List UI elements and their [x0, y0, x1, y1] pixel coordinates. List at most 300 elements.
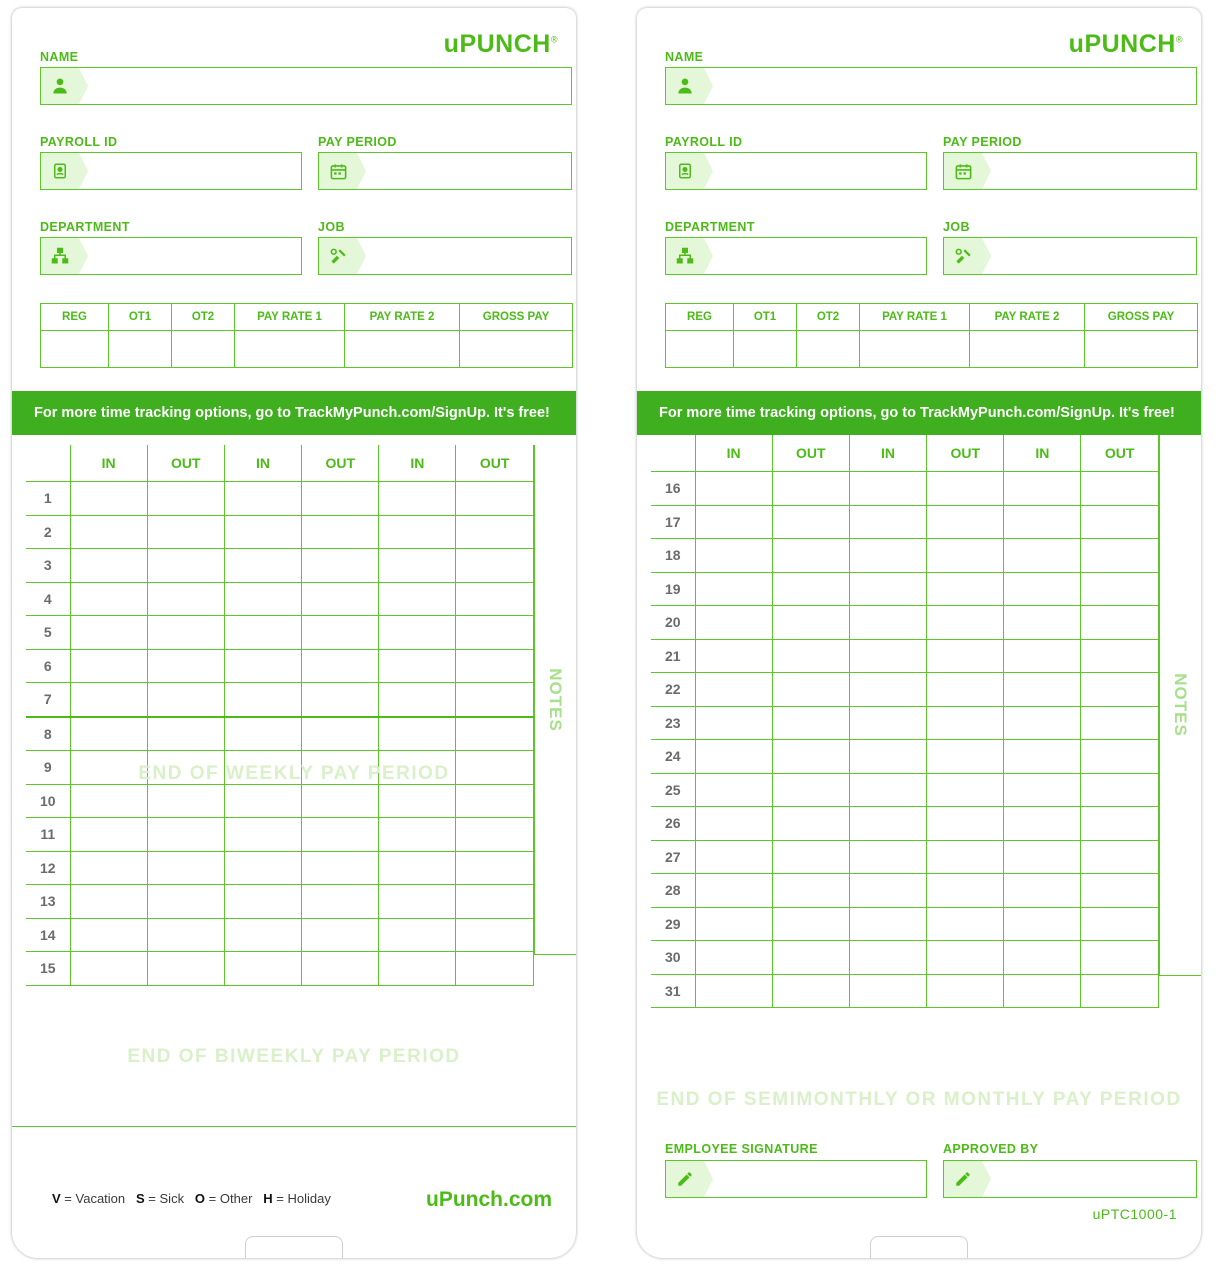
- id-badge-icon: [41, 153, 79, 189]
- totals-header-reg: REG: [41, 304, 109, 331]
- punch-cell-back[interactable]: [772, 639, 849, 673]
- approved-by-label: APPROVED BY: [943, 1142, 1039, 1156]
- punch-cell[interactable]: [379, 549, 456, 583]
- punch-cell-back[interactable]: [1004, 974, 1081, 1008]
- name-box[interactable]: [40, 67, 572, 105]
- pay-period-box[interactable]: [318, 152, 572, 190]
- totals-cell-reg-back[interactable]: [666, 331, 734, 368]
- punch-cell-back[interactable]: [695, 572, 772, 606]
- punch-cell[interactable]: [301, 717, 378, 751]
- punch-cell[interactable]: [225, 616, 302, 650]
- punch-cell[interactable]: [379, 851, 456, 885]
- punch-cell[interactable]: [70, 952, 147, 986]
- punch-cell[interactable]: [456, 918, 534, 952]
- punch-cell-back[interactable]: [772, 941, 849, 975]
- punch-cell-back[interactable]: [695, 639, 772, 673]
- punch-cell[interactable]: [147, 582, 224, 616]
- punch-cell[interactable]: [70, 515, 147, 549]
- punch-cell-back[interactable]: [772, 874, 849, 908]
- punch-cell-back[interactable]: [926, 606, 1003, 640]
- punch-cell[interactable]: [70, 784, 147, 818]
- job-input-back[interactable]: [982, 238, 1196, 274]
- punch-cell[interactable]: [379, 482, 456, 516]
- punch-cell-back[interactable]: [772, 706, 849, 740]
- punch-cell-back[interactable]: [772, 974, 849, 1008]
- punch-cell[interactable]: [379, 784, 456, 818]
- punch-row-back[interactable]: [651, 874, 1158, 908]
- punch-row[interactable]: [26, 851, 533, 885]
- punch-cell[interactable]: [456, 616, 534, 650]
- punch-cell[interactable]: [379, 515, 456, 549]
- payroll-id-input-back[interactable]: [704, 153, 926, 189]
- employee-signature-input[interactable]: [704, 1161, 926, 1197]
- punch-cell[interactable]: [70, 683, 147, 717]
- punch-cell-back[interactable]: [1004, 941, 1081, 975]
- totals-header-pay-rate-1-back: PAY RATE 1: [860, 304, 970, 331]
- punch-cell[interactable]: [225, 717, 302, 751]
- punch-cell[interactable]: [70, 918, 147, 952]
- punch-cell-back[interactable]: [772, 773, 849, 807]
- punch-cell-back[interactable]: [1081, 907, 1159, 941]
- totals-header-ot1-back: OT1: [734, 304, 797, 331]
- punch-row[interactable]: [26, 582, 533, 616]
- punch-cell[interactable]: [379, 717, 456, 751]
- punch-cell-back[interactable]: [850, 807, 927, 841]
- day-number: 6: [26, 649, 70, 683]
- punch-cell-back[interactable]: [695, 472, 772, 506]
- punch-cell[interactable]: [456, 751, 534, 785]
- punch-cell-back[interactable]: [772, 606, 849, 640]
- punch-cell[interactable]: [147, 952, 224, 986]
- punch-cell[interactable]: [70, 549, 147, 583]
- punch-row-back[interactable]: [651, 740, 1158, 774]
- punch-cell[interactable]: [70, 482, 147, 516]
- approved-by-box[interactable]: [943, 1160, 1197, 1198]
- approved-by-input[interactable]: [982, 1161, 1196, 1197]
- punch-cell-back[interactable]: [1081, 505, 1159, 539]
- punch-cell-back[interactable]: [772, 840, 849, 874]
- punch-cell[interactable]: [456, 649, 534, 683]
- punch-row[interactable]: [26, 751, 533, 785]
- punch-cell-back[interactable]: [695, 673, 772, 707]
- punch-row-back[interactable]: [651, 539, 1158, 573]
- punch-cell[interactable]: [456, 784, 534, 818]
- punch-cell-back[interactable]: [1004, 874, 1081, 908]
- department-box[interactable]: [40, 237, 302, 275]
- punch-header-row-front: [26, 445, 533, 482]
- punch-row[interactable]: [26, 952, 533, 986]
- punch-cell-back[interactable]: [1081, 706, 1159, 740]
- notes-column-back[interactable]: [1159, 435, 1201, 976]
- punch-row-back[interactable]: [651, 941, 1158, 975]
- totals-cell-pay-rate-1[interactable]: [235, 331, 345, 368]
- punch-cell-back[interactable]: [850, 840, 927, 874]
- punch-cell[interactable]: [379, 616, 456, 650]
- punch-row-back[interactable]: [651, 907, 1158, 941]
- punch-cell[interactable]: [301, 751, 378, 785]
- punch-cell[interactable]: [225, 683, 302, 717]
- department-box-back[interactable]: [665, 237, 927, 275]
- punch-cell[interactable]: [147, 616, 224, 650]
- punch-cell[interactable]: [70, 751, 147, 785]
- legend-code-0: V: [52, 1191, 61, 1206]
- punch-cell[interactable]: [147, 717, 224, 751]
- punch-cell[interactable]: [70, 616, 147, 650]
- punch-cell[interactable]: [301, 818, 378, 852]
- punch-cell-back[interactable]: [850, 874, 927, 908]
- punch-cell-back[interactable]: [850, 907, 927, 941]
- punch-cell[interactable]: [70, 885, 147, 919]
- punch-cell[interactable]: [301, 482, 378, 516]
- punch-cell-back[interactable]: [695, 505, 772, 539]
- punch-row[interactable]: [26, 918, 533, 952]
- punch-cell-back[interactable]: [1081, 874, 1159, 908]
- punch-cell-back[interactable]: [772, 539, 849, 573]
- name-input-back[interactable]: [704, 68, 1196, 104]
- punch-cell[interactable]: [225, 952, 302, 986]
- punch-cell[interactable]: [147, 515, 224, 549]
- punch-cell-back[interactable]: [772, 673, 849, 707]
- punch-cell[interactable]: [456, 515, 534, 549]
- punch-cell-back[interactable]: [772, 807, 849, 841]
- punch-cell[interactable]: [456, 818, 534, 852]
- promo-text-back: For more time tracking options, go to TrackMyPunch.com/SignUp. It's free!: [659, 405, 1175, 421]
- punch-cell[interactable]: [301, 952, 378, 986]
- payroll-id-field-group: [40, 135, 302, 190]
- punch-cell[interactable]: [147, 649, 224, 683]
- punch-cell[interactable]: [147, 784, 224, 818]
- notes-label-front: NOTES: [546, 667, 566, 732]
- punch-cell-back[interactable]: [1081, 941, 1159, 975]
- front-bottom-rule: [12, 1126, 576, 1127]
- punch-cell[interactable]: [379, 649, 456, 683]
- punch-cell-back[interactable]: [1081, 840, 1159, 874]
- punch-row-back[interactable]: [651, 505, 1158, 539]
- day-number-back: 27: [651, 840, 695, 874]
- punch-cell-back[interactable]: [850, 472, 927, 506]
- punch-cell[interactable]: [147, 549, 224, 583]
- punch-cell[interactable]: [225, 482, 302, 516]
- punch-row[interactable]: [26, 885, 533, 919]
- job-box[interactable]: [318, 237, 572, 275]
- totals-cell-ot1-back[interactable]: [734, 331, 797, 368]
- punch-cell-back[interactable]: [772, 907, 849, 941]
- punch-table-back[interactable]: [651, 435, 1159, 1008]
- name-box-back[interactable]: [665, 67, 1197, 105]
- punch-cell[interactable]: [225, 851, 302, 885]
- punch-header-in-4: IN: [379, 445, 456, 482]
- punch-cell[interactable]: [147, 851, 224, 885]
- punch-cell-back[interactable]: [926, 773, 1003, 807]
- punch-cell[interactable]: [301, 515, 378, 549]
- punch-cell[interactable]: [379, 952, 456, 986]
- punch-cell-back[interactable]: [695, 740, 772, 774]
- punch-row-back[interactable]: [651, 840, 1158, 874]
- punch-cell[interactable]: [379, 751, 456, 785]
- totals-table: [40, 303, 573, 368]
- punch-cell[interactable]: [225, 582, 302, 616]
- punch-cell-back[interactable]: [926, 472, 1003, 506]
- day-number: 2: [26, 515, 70, 549]
- totals-cell-pay-rate-2-back[interactable]: [970, 331, 1085, 368]
- punch-cell-back[interactable]: [772, 572, 849, 606]
- name-label: NAME: [40, 50, 79, 64]
- notes-label-back: NOTES: [1171, 673, 1191, 737]
- pay-period-box-back[interactable]: [943, 152, 1197, 190]
- punch-cell-back[interactable]: [850, 740, 927, 774]
- punch-cell[interactable]: [379, 582, 456, 616]
- punch-cell-back[interactable]: [695, 840, 772, 874]
- punch-row[interactable]: [26, 717, 533, 751]
- punch-cell[interactable]: [456, 885, 534, 919]
- punch-cell-back[interactable]: [1004, 505, 1081, 539]
- totals-cell-ot1[interactable]: [109, 331, 172, 368]
- punch-row[interactable]: [26, 818, 533, 852]
- punch-row[interactable]: [26, 616, 533, 650]
- payroll-id-input[interactable]: [79, 153, 301, 189]
- punch-header-out-5: OUT: [456, 445, 534, 482]
- punch-cell-back[interactable]: [926, 673, 1003, 707]
- punch-cell-back[interactable]: [772, 740, 849, 774]
- totals-cell-reg[interactable]: [41, 331, 109, 368]
- registered-mark-back: ®: [1175, 34, 1183, 45]
- punch-cell[interactable]: [456, 582, 534, 616]
- id-badge-icon: [666, 153, 704, 189]
- punch-cell-back[interactable]: [850, 572, 927, 606]
- punch-cell-back[interactable]: [1004, 706, 1081, 740]
- punch-cell-back[interactable]: [926, 572, 1003, 606]
- punch-cell-back[interactable]: [1081, 572, 1159, 606]
- punch-cell-back[interactable]: [1004, 740, 1081, 774]
- punch-cell[interactable]: [301, 885, 378, 919]
- punch-row[interactable]: [26, 482, 533, 516]
- totals-value-row-back[interactable]: [666, 331, 1198, 368]
- punch-cell-back[interactable]: [850, 706, 927, 740]
- punch-cell[interactable]: [70, 818, 147, 852]
- punch-cell-back[interactable]: [926, 840, 1003, 874]
- totals-value-row[interactable]: [41, 331, 573, 368]
- punch-cell-back[interactable]: [1081, 773, 1159, 807]
- notes-column-front[interactable]: [534, 445, 576, 955]
- punch-cell-back[interactable]: [695, 941, 772, 975]
- punch-cell[interactable]: [301, 616, 378, 650]
- punch-cell[interactable]: [70, 649, 147, 683]
- punch-cell[interactable]: [301, 649, 378, 683]
- department-input-back[interactable]: [704, 238, 926, 274]
- totals-cell-pay-rate-2[interactable]: [345, 331, 460, 368]
- punch-cell-back[interactable]: [695, 807, 772, 841]
- punch-cell[interactable]: [225, 918, 302, 952]
- day-number: 1: [26, 482, 70, 516]
- punch-cell-back[interactable]: [1004, 472, 1081, 506]
- punch-cell-back[interactable]: [1004, 840, 1081, 874]
- punch-cell[interactable]: [379, 885, 456, 919]
- name-label-back: NAME: [665, 50, 704, 64]
- punch-cell[interactable]: [301, 918, 378, 952]
- pencil-icon: [666, 1161, 704, 1197]
- pay-period-label-back: PAY PERIOD: [943, 135, 1022, 149]
- punch-cell-back[interactable]: [695, 907, 772, 941]
- legend-text-2: Other: [219, 1191, 253, 1206]
- punch-row[interactable]: [26, 515, 533, 549]
- punch-cell-back[interactable]: [850, 974, 927, 1008]
- payroll-id-box[interactable]: [40, 152, 302, 190]
- punch-cell-back[interactable]: [850, 539, 927, 573]
- punch-row[interactable]: [26, 683, 533, 717]
- punch-cell-back[interactable]: [850, 773, 927, 807]
- totals-cell-ot2-back[interactable]: [797, 331, 860, 368]
- day-number-back: 22: [651, 673, 695, 707]
- totals-cell-gross-pay[interactable]: [460, 331, 573, 368]
- punch-body-back[interactable]: [651, 472, 1158, 1008]
- punch-cell[interactable]: [456, 683, 534, 717]
- punch-cell[interactable]: [456, 482, 534, 516]
- punch-cell-back[interactable]: [1004, 673, 1081, 707]
- tools-icon: [944, 238, 982, 274]
- punch-cell-back[interactable]: [1004, 572, 1081, 606]
- day-number-back: 21: [651, 639, 695, 673]
- punch-cell[interactable]: [456, 717, 534, 751]
- punch-cell[interactable]: [379, 918, 456, 952]
- punch-cell[interactable]: [456, 851, 534, 885]
- legend-code-2: O: [194, 1191, 206, 1206]
- punch-row-back[interactable]: [651, 572, 1158, 606]
- punch-cell-back[interactable]: [772, 472, 849, 506]
- punch-cell-back[interactable]: [926, 706, 1003, 740]
- punch-cell[interactable]: [301, 851, 378, 885]
- job-box-back[interactable]: [943, 237, 1197, 275]
- punch-cell-back[interactable]: [926, 941, 1003, 975]
- totals-cell-pay-rate-1-back[interactable]: [860, 331, 970, 368]
- name-input[interactable]: [79, 68, 571, 104]
- legend-eq-1: =: [148, 1191, 156, 1206]
- punch-cell-back[interactable]: [926, 907, 1003, 941]
- punch-cell-back[interactable]: [1081, 639, 1159, 673]
- legend-code-3: H: [263, 1191, 273, 1206]
- day-number-back: 23: [651, 706, 695, 740]
- employee-signature-box[interactable]: [665, 1160, 927, 1198]
- punch-cell-back[interactable]: [926, 505, 1003, 539]
- punch-cell-back[interactable]: [850, 639, 927, 673]
- punch-header-in-2: IN: [225, 445, 302, 482]
- punch-cell-back[interactable]: [1081, 606, 1159, 640]
- punch-cell[interactable]: [70, 717, 147, 751]
- punch-row[interactable]: [26, 549, 533, 583]
- punch-cell-back[interactable]: [695, 974, 772, 1008]
- job-input[interactable]: [357, 238, 571, 274]
- punch-cell[interactable]: [379, 683, 456, 717]
- punch-cell[interactable]: [225, 818, 302, 852]
- punch-cell-back[interactable]: [1004, 807, 1081, 841]
- punch-cell-back[interactable]: [1004, 606, 1081, 640]
- punch-cell-back[interactable]: [850, 505, 927, 539]
- punch-row[interactable]: [26, 649, 533, 683]
- punch-cell[interactable]: [70, 851, 147, 885]
- punch-row-back[interactable]: [651, 472, 1158, 506]
- punch-cell-back[interactable]: [1004, 639, 1081, 673]
- pay-period-input[interactable]: [357, 153, 571, 189]
- punch-cell-back[interactable]: [850, 606, 927, 640]
- department-input[interactable]: [79, 238, 301, 274]
- promo-text: For more time tracking options, go to TrackMyPunch.com/SignUp. It's free!: [34, 405, 550, 421]
- punch-row-back[interactable]: [651, 706, 1158, 740]
- punch-cell-back[interactable]: [1081, 807, 1159, 841]
- punch-body-front[interactable]: [26, 482, 533, 986]
- punch-cell-back[interactable]: [695, 539, 772, 573]
- punch-cell-back[interactable]: [850, 673, 927, 707]
- punch-cell[interactable]: [301, 683, 378, 717]
- punch-cell-back[interactable]: [1081, 974, 1159, 1008]
- punch-cell[interactable]: [147, 482, 224, 516]
- punch-cell[interactable]: [301, 582, 378, 616]
- card-notch-front: [245, 1236, 343, 1258]
- punch-row-back[interactable]: [651, 606, 1158, 640]
- punch-row-back[interactable]: [651, 673, 1158, 707]
- punch-row-back[interactable]: [651, 974, 1158, 1008]
- totals-header-row: [41, 304, 573, 331]
- punch-cell[interactable]: [147, 818, 224, 852]
- punch-cell[interactable]: [147, 918, 224, 952]
- punch-cell[interactable]: [225, 649, 302, 683]
- punch-cell-back[interactable]: [695, 606, 772, 640]
- brand-u: u: [443, 30, 460, 58]
- punch-cell-back[interactable]: [850, 941, 927, 975]
- punch-cell[interactable]: [456, 549, 534, 583]
- punch-cell-back[interactable]: [926, 740, 1003, 774]
- punch-cell-back[interactable]: [1081, 740, 1159, 774]
- punch-cell-back[interactable]: [1004, 539, 1081, 573]
- punch-cell[interactable]: [379, 818, 456, 852]
- punch-cell-back[interactable]: [926, 807, 1003, 841]
- punch-cell-back[interactable]: [1081, 539, 1159, 573]
- punch-cell[interactable]: [225, 784, 302, 818]
- punch-cell[interactable]: [225, 549, 302, 583]
- totals-header-gross-pay-back: GROSS PAY: [1085, 304, 1198, 331]
- pay-period-input-back[interactable]: [982, 153, 1196, 189]
- punch-cell-back[interactable]: [926, 639, 1003, 673]
- punch-cell-back[interactable]: [926, 874, 1003, 908]
- punch-cell-back[interactable]: [926, 539, 1003, 573]
- punch-cell-back[interactable]: [772, 505, 849, 539]
- punch-row-back[interactable]: [651, 773, 1158, 807]
- punch-cell-back[interactable]: [695, 773, 772, 807]
- punch-cell[interactable]: [225, 885, 302, 919]
- totals-cell-gross-pay-back[interactable]: [1085, 331, 1198, 368]
- punch-cell[interactable]: [456, 952, 534, 986]
- punch-cell[interactable]: [70, 582, 147, 616]
- punch-cell[interactable]: [147, 683, 224, 717]
- punch-row-back[interactable]: [651, 639, 1158, 673]
- punch-cell[interactable]: [301, 784, 378, 818]
- punch-cell-back[interactable]: [1081, 673, 1159, 707]
- punch-cell-back[interactable]: [695, 706, 772, 740]
- punch-cell-back[interactable]: [695, 874, 772, 908]
- punch-cell[interactable]: [301, 549, 378, 583]
- punch-cell[interactable]: [147, 751, 224, 785]
- punch-cell-back[interactable]: [1004, 773, 1081, 807]
- punch-cell-back[interactable]: [1004, 907, 1081, 941]
- punch-row-back[interactable]: [651, 807, 1158, 841]
- punch-cell-back[interactable]: [1081, 472, 1159, 506]
- punch-cell[interactable]: [225, 515, 302, 549]
- punch-cell-back[interactable]: [926, 974, 1003, 1008]
- totals-cell-ot2[interactable]: [172, 331, 235, 368]
- punch-table-front[interactable]: [26, 445, 534, 986]
- punch-cell[interactable]: [225, 751, 302, 785]
- punch-cell[interactable]: [147, 885, 224, 919]
- payroll-id-box-back[interactable]: [665, 152, 927, 190]
- punch-row[interactable]: [26, 784, 533, 818]
